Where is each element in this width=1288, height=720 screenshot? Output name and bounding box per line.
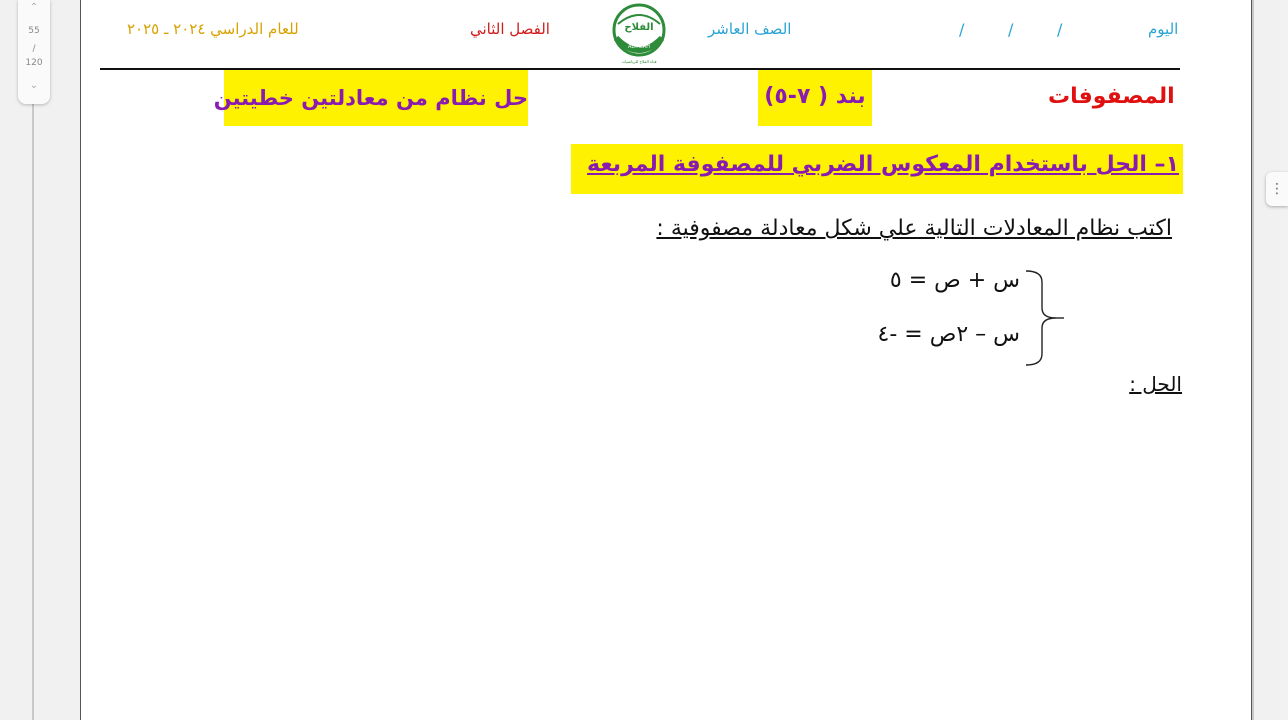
- grade-label: الصف العاشر: [708, 20, 792, 38]
- date-slash: /: [1008, 20, 1014, 39]
- right-brace-icon: [1022, 268, 1066, 368]
- logo-text: الفلاح: [624, 22, 654, 33]
- academic-year-label: للعام الدراسي ٢٠٢٤ ـ ٢٠٢٥: [127, 20, 299, 38]
- logo-subtext: ALFALAH: [627, 44, 651, 50]
- logo-caption: قناة الفلاح للرياضيات: [621, 59, 657, 64]
- equation-line: س + ص = ٥: [889, 268, 1020, 293]
- equation-line: س – ٢ص = -٤: [877, 322, 1020, 347]
- chevron-up-icon[interactable]: ⌃: [29, 2, 39, 13]
- school-logo: [604, 2, 674, 66]
- viewer-right-edge: [1252, 0, 1254, 720]
- exercise-instruction: اكتب نظام المعادلات التالية علي شكل معادلة مصفوفية :: [656, 216, 1172, 241]
- band-number: بند ( ٧-٥): [764, 84, 866, 109]
- topic-title: المصفوفات: [1048, 84, 1175, 109]
- viewer-left-edge: [32, 0, 34, 720]
- side-panel-handle[interactable]: [1266, 172, 1288, 206]
- date-slash: /: [959, 20, 965, 39]
- page-current: 55: [28, 26, 40, 36]
- page-total: 120: [25, 58, 43, 68]
- chevron-down-icon[interactable]: ⌄: [29, 80, 39, 91]
- solution-label: الحل :: [1129, 372, 1182, 396]
- method-heading: ١– الحل باستخدام المعكوس الضربي للمصفوفة المربعة: [587, 152, 1179, 177]
- page-counter[interactable]: [18, 0, 50, 104]
- page-separator: /: [32, 44, 36, 54]
- term-label: الفصل الثاني: [470, 20, 550, 38]
- date-slash: /: [1057, 20, 1063, 39]
- lesson-subject: حل نظام من معادلتين خطيتين: [213, 86, 528, 110]
- day-label: اليوم: [1148, 20, 1179, 38]
- drag-handle-icon: ⋮: [1270, 181, 1284, 197]
